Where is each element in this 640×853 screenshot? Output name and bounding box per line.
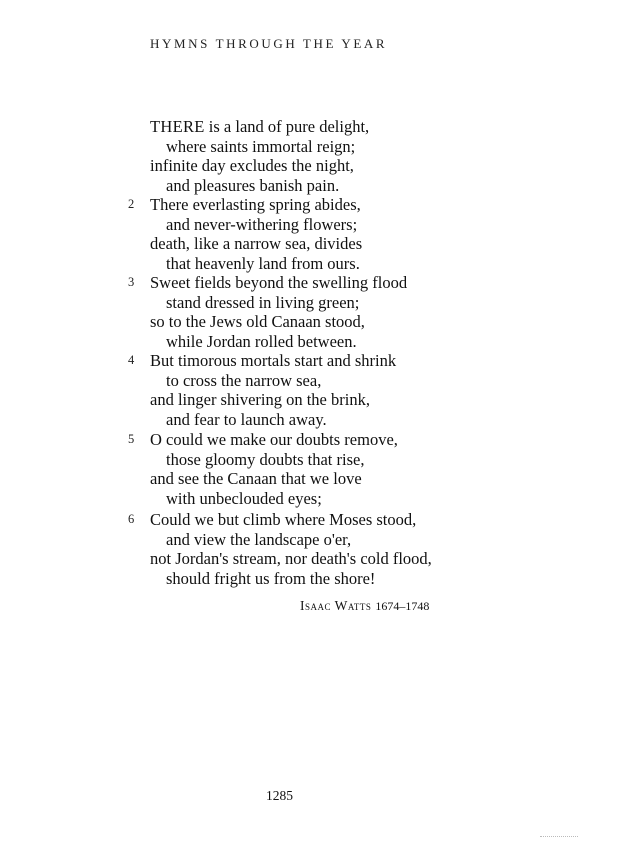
verse-line: Could we but climb where Moses stood, (150, 510, 417, 529)
verse-line: those gloomy doubts that rise, (166, 449, 365, 469)
verse-number: 3 (128, 275, 135, 289)
verse-line: infinite day excludes the night, (150, 156, 354, 175)
verse-5 (150, 430, 398, 508)
running-header: HYMNS THROUGH THE YEAR (150, 36, 388, 51)
author-name: Isaac Watts (300, 598, 372, 613)
verse-number: 5 (128, 432, 135, 446)
verse-line: while Jordan rolled between. (166, 331, 357, 351)
verse-line: and view the landscape o'er, (166, 529, 352, 549)
verse-line: Sweet fields beyond the swelling flood (150, 273, 408, 292)
verse-line (150, 117, 369, 137)
verse-line: stand dressed in living green; (166, 292, 360, 312)
verse-6 (150, 510, 432, 588)
page-number: 1285 (266, 788, 293, 803)
verse-line: and linger shivering on the brink, (150, 390, 370, 409)
verse-line: should fright us from the shore! (166, 568, 376, 588)
verse-line: so to the Jews old Canaan stood, (150, 312, 365, 331)
verse-line: and pleasures banish pain. (166, 175, 340, 195)
author-attribution (300, 598, 429, 614)
verse-line: not Jordan's stream, nor death's cold flood, (150, 549, 432, 568)
verse-first-word: THERE (150, 117, 205, 136)
verse-number: 4 (128, 353, 135, 367)
verse-1 (150, 117, 369, 195)
verse-line: There everlasting spring abides, (150, 195, 361, 214)
scan-mark (540, 836, 578, 840)
verse-line: O could we make our doubts remove, (150, 430, 398, 449)
verse-line: where saints immortal reign; (166, 136, 356, 156)
verse-line-text: is a land of pure delight, (208, 117, 370, 136)
verse-line: and never-withering flowers; (166, 214, 358, 234)
verse-line: death, like a narrow sea, divides (150, 234, 363, 253)
verse-line: that heavenly land from ours. (166, 253, 360, 273)
verse-line: But timorous mortals start and shrink (150, 351, 397, 370)
verse-line: with unbeclouded eyes; (166, 488, 322, 508)
verse-number: 2 (128, 197, 135, 211)
verse-line: and fear to launch away. (166, 409, 327, 429)
verse-4 (150, 351, 396, 429)
verse-2 (150, 195, 362, 273)
verse-line: to cross the narrow sea, (166, 370, 322, 390)
verse-3 (150, 273, 407, 351)
author-dates: 1674–1748 (375, 599, 430, 613)
verse-line: and see the Canaan that we love (150, 469, 362, 488)
verse-number: 6 (128, 512, 135, 526)
